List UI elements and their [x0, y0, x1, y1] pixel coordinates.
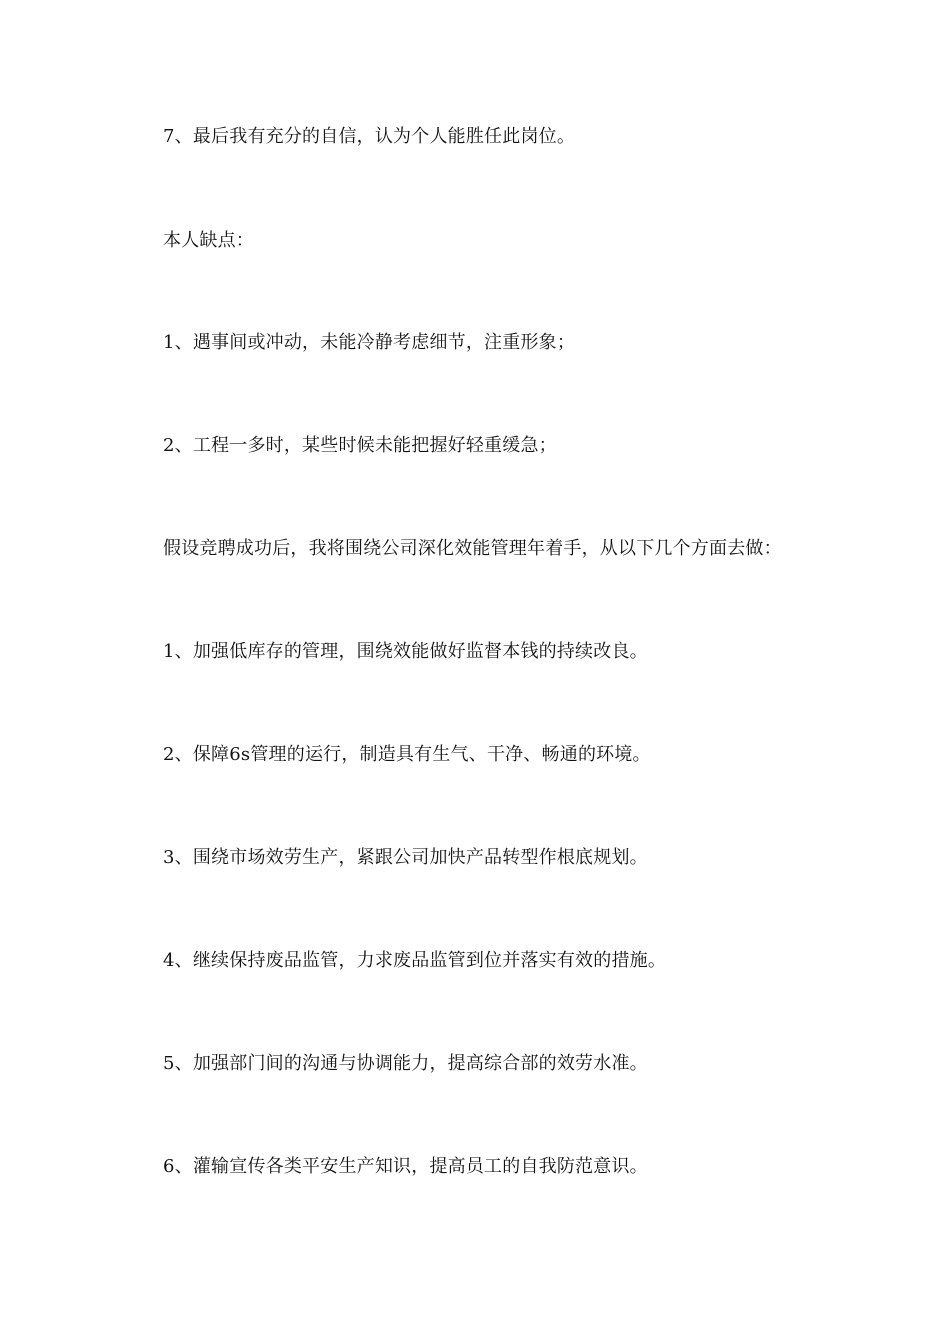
- paragraph-shortcomings-heading: 本人缺点：: [163, 230, 254, 251]
- paragraph-plan-2: 2、保障6s管理的运行，制造具有生气、干净、畅通的环境。: [163, 744, 651, 765]
- paragraph-plan-4: 4、继续保持废品监管，力求废品监管到位并落实有效的措施。: [163, 950, 667, 971]
- paragraph-shortcoming-1: 1、遇事间或冲动，未能冷静考虑细节，注重形象；: [163, 332, 576, 353]
- paragraph-plan-6: 6、灌输宣传各类平安生产知识，提高员工的自我防范意识。: [163, 1156, 648, 1177]
- paragraph-plan-5: 5、加强部门间的沟通与协调能力，提高综合部的效劳水准。: [163, 1053, 648, 1074]
- paragraph-plan-intro: 假设竞聘成功后，我将围绕公司深化效能管理年着手，从以下几个方面去做：: [163, 538, 782, 559]
- paragraph-plan-3: 3、围绕市场效劳生产，紧跟公司加快产品转型作根底规划。: [163, 847, 648, 868]
- paragraph-confidence: 7、最后我有充分的自信，认为个人能胜任此岗位。: [163, 126, 576, 147]
- paragraph-shortcoming-2: 2、工程一多时，某些时候未能把握好轻重缓急；: [163, 435, 557, 456]
- paragraph-plan-1: 1、加强低库存的管理，围绕效能做好监督本钱的持续改良。: [163, 641, 648, 662]
